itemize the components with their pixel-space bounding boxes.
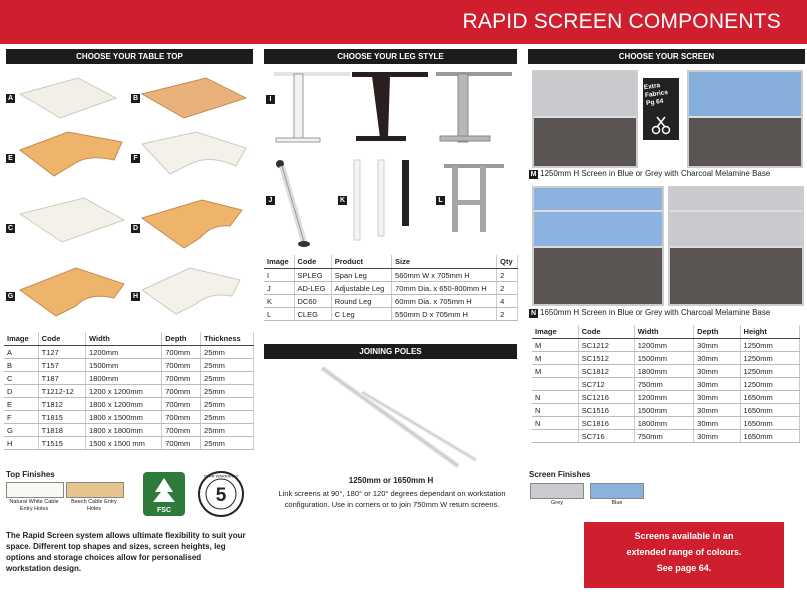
screens-table-cell: 30mm <box>694 378 740 391</box>
tabletop-table-cell: B <box>4 359 38 372</box>
tabletop-table-row <box>4 385 254 398</box>
leg-image-span-grey <box>434 68 514 148</box>
tabletop-table-row <box>4 437 254 450</box>
pole-size-text: 1250mm or 1650mm H <box>348 476 434 485</box>
screen-caption-n: 1650mm H Screen in Blue or Grey with Charcoal Melamine Base <box>540 308 771 317</box>
screens-column-header: Depth <box>694 325 740 339</box>
legs-table-row <box>264 282 518 295</box>
top-finishes-title: Top Finishes <box>6 470 55 479</box>
screens-table-cell: 750mm <box>634 378 693 391</box>
screens-table-cell: M <box>532 339 578 352</box>
header-bar <box>0 0 807 44</box>
screens-table-cell <box>532 430 578 443</box>
tabletop-image-e <box>18 128 128 178</box>
leg-image-c-leg <box>440 160 510 240</box>
screens-table-cell: 1250mm <box>740 365 799 378</box>
callout-line-3: See page 64. <box>656 563 712 573</box>
screens-table-cell: 1800mm <box>634 365 693 378</box>
legs-table <box>264 255 518 321</box>
warranty-badge-icon <box>197 470 245 518</box>
leg-image-i <box>272 68 352 148</box>
screens-table-cell: 30mm <box>694 404 740 417</box>
tabletop-table-cell: 25mm <box>201 359 254 372</box>
tabletop-image-g <box>18 262 128 317</box>
legs-column-header: Product <box>331 255 391 269</box>
screens-table-cell: SC712 <box>578 378 634 391</box>
legs-table-cell: L <box>264 308 294 321</box>
screen-finishes-title: Screen Finishes <box>529 470 591 479</box>
tabletop-table-row <box>4 359 254 372</box>
tabletop-table-cell: F <box>4 411 38 424</box>
legs-column-header: Qty <box>497 255 518 269</box>
tabletop-table-cell: T1818 <box>38 424 85 437</box>
legs-table-cell: K <box>264 295 294 308</box>
tabletop-letter: A <box>7 95 14 102</box>
tabletop-table-cell: T187 <box>38 372 85 385</box>
tabletop-table-cell: T1815 <box>38 411 85 424</box>
tabletop-table-cell: 25mm <box>201 411 254 424</box>
tabletop-table-cell: 1800mm <box>86 372 162 385</box>
tabletop-table-cell: 1800 x 1500mm <box>86 411 162 424</box>
screens-table-cell: N <box>532 391 578 404</box>
finish-label-beech: Beech Cable Entry Holes <box>71 499 117 512</box>
legs-table-cell: 2 <box>497 308 518 321</box>
warranty-text: YEAR WARRANTY <box>203 473 239 479</box>
tabletop-table-cell: 700mm <box>162 437 201 450</box>
screens-table-cell: 30mm <box>694 391 740 404</box>
screens-table-cell: 1250mm <box>740 378 799 391</box>
screen-swatch-grey <box>530 483 584 499</box>
screens-table-cell: SC1216 <box>578 391 634 404</box>
legs-table-cell: AD-LEG <box>294 282 331 295</box>
tabletop-table-cell: 700mm <box>162 424 201 437</box>
tabletop-table-cell: T1515 <box>38 437 85 450</box>
screens-table <box>532 325 800 443</box>
leg-letter: L <box>436 196 445 205</box>
tabletop-table-cell: C <box>4 372 38 385</box>
legs-table-row <box>264 269 518 282</box>
fsc-logo-icon <box>143 472 185 516</box>
legs-table-cell: 4 <box>497 295 518 308</box>
tabletop-table-row <box>4 398 254 411</box>
screen-1650-grey <box>668 186 804 306</box>
screens-table-cell: N <box>532 417 578 430</box>
callout-line-2: extended range of colours. <box>626 547 742 557</box>
finish-swatch-white <box>6 482 64 498</box>
screen-swatch-label-grey: Grey <box>551 500 563 506</box>
legs-table-cell: Adjustable Leg <box>331 282 391 295</box>
tabletop-table-cell: 25mm <box>201 385 254 398</box>
tabletop-table-cell: E <box>4 398 38 411</box>
leg-image-adjustable <box>272 158 332 248</box>
screens-table-cell: 750mm <box>634 430 693 443</box>
screens-table-cell: 1250mm <box>740 339 799 352</box>
tabletop-table-cell: 700mm <box>162 359 201 372</box>
screens-heading: CHOOSE YOUR SCREEN <box>528 49 805 64</box>
legs-table-cell: C Leg <box>331 308 391 321</box>
tabletop-image-d <box>140 196 250 251</box>
tabletop-table-cell: D <box>4 385 38 398</box>
tabletop-column-header: Depth <box>162 332 201 346</box>
tabletop-table-row <box>4 424 254 437</box>
tabletop-table-cell: 25mm <box>201 372 254 385</box>
warranty-number: 5 <box>215 485 227 506</box>
screens-table-cell: 1200mm <box>634 391 693 404</box>
tabletop-table-cell: 1800 x 1800mm <box>86 424 162 437</box>
tabletop-letter: E <box>6 154 15 163</box>
page-title: RAPID SCREEN COMPONENTS <box>462 10 781 33</box>
tabletop-table-row <box>4 372 254 385</box>
tabletop-letter: H <box>132 293 139 300</box>
screens-table-cell: SC1516 <box>578 404 634 417</box>
tabletop-letter: D <box>132 225 139 232</box>
screen-swatch-blue <box>590 483 644 499</box>
screens-table-cell: 1200mm <box>634 339 693 352</box>
leg-letter: J <box>266 196 275 205</box>
tabletop-table-cell: 1500mm <box>86 359 162 372</box>
tabletop-table-cell: 1500 x 1500 mm <box>86 437 162 450</box>
screens-table-cell: 1650mm <box>740 404 799 417</box>
finish-label-white: Natural White Cable Entry Holes <box>9 499 59 512</box>
legs-table-cell: 60mm Dia. x 705mm H <box>392 295 497 308</box>
legs-table-cell: Span Leg <box>331 269 391 282</box>
screens-table-cell: 1500mm <box>634 352 693 365</box>
legs-table-cell: 560mm W x 705mm H <box>392 269 497 282</box>
tabletop-letter: G <box>7 293 14 300</box>
joining-poles-heading: JOINING POLES <box>264 344 517 359</box>
tabletop-table-cell: 25mm <box>201 398 254 411</box>
scissors-icon <box>651 116 671 136</box>
callout-line-1: Screens available in an <box>634 531 734 541</box>
screens-table-row <box>532 365 800 378</box>
tabletop-table-cell: A <box>4 346 38 359</box>
legs-table-row <box>264 308 518 321</box>
tabletop-table-cell: 700mm <box>162 372 201 385</box>
tabletop-letter: B <box>132 95 139 102</box>
legs-table-cell: Round Leg <box>331 295 391 308</box>
tabletop-image-b <box>140 76 250 121</box>
tabletop-table-row <box>4 346 254 359</box>
tabletop-table-cell: T1812 <box>38 398 85 411</box>
screens-table-cell: 30mm <box>694 339 740 352</box>
tabletop-column-header: Width <box>86 332 162 346</box>
screen-swatch-label-blue: Blue <box>611 500 623 506</box>
screens-table-cell: 1800mm <box>634 417 693 430</box>
screens-table-cell: 1650mm <box>740 417 799 430</box>
tabletop-column-header: Thickness <box>201 332 254 346</box>
tabletop-table-cell: T157 <box>38 359 85 372</box>
screens-table-cell: 1500mm <box>634 404 693 417</box>
tabletop-table-cell: T1212-12 <box>38 385 85 398</box>
screens-table-cell: M <box>532 365 578 378</box>
tabletop-column-header: Code <box>38 332 85 346</box>
legs-table-cell: 2 <box>497 269 518 282</box>
screens-table-row <box>532 404 800 417</box>
legs-column-header: Image <box>264 255 294 269</box>
screens-table-cell: M <box>532 352 578 365</box>
screens-column-header: Image <box>532 325 578 339</box>
tabletop-letter: F <box>131 154 140 163</box>
screen-1250-grey <box>532 70 638 168</box>
screens-table-row <box>532 417 800 430</box>
tabletop-table-row <box>4 411 254 424</box>
tabletop-table-cell: 700mm <box>162 411 201 424</box>
screen-1250-blue <box>687 70 803 168</box>
legs-table-cell: 550mm D x 705mm H <box>392 308 497 321</box>
tabletop-letter: C <box>7 225 14 232</box>
tabletop-heading: CHOOSE YOUR TABLE TOP <box>6 49 253 64</box>
legs-table-cell: 2 <box>497 282 518 295</box>
legs-table-cell: CLEG <box>294 308 331 321</box>
leg-letter: K <box>339 197 346 204</box>
leg-letter: I <box>266 95 275 104</box>
screens-table-cell: N <box>532 404 578 417</box>
tabletop-table <box>4 332 254 450</box>
finish-swatch-beech <box>66 482 124 498</box>
tabletop-table-cell: 25mm <box>201 346 254 359</box>
screens-column-header: Width <box>634 325 693 339</box>
screens-table-cell: 1650mm <box>740 391 799 404</box>
extended-colours-callout <box>584 522 784 588</box>
screen-1650-blue <box>532 186 664 306</box>
tabletop-image-h <box>140 262 250 317</box>
screens-table-cell: SC716 <box>578 430 634 443</box>
description-text: The Rapid Screen system allows ultimate flexibility to suit your space. Different top shapes and sizes, screen heights, leg options and storage choices allow for personalised workstation design. <box>6 531 246 573</box>
fsc-text: FSC <box>157 507 171 514</box>
screen-caption-m: 1250mm H Screen in Blue or Grey with Charcoal Melamine Base <box>540 169 771 178</box>
tabletop-table-cell: 700mm <box>162 398 201 411</box>
screens-table-cell: 1650mm <box>740 430 799 443</box>
pole-description: Link screens at 90°, 180° or 120° degrees dependant on workstation configuration. Use in corners or to join 750mm W return screens. <box>278 489 506 509</box>
legs-table-cell: 70mm Dia. x 650-800mm H <box>392 282 497 295</box>
tabletop-table-cell: G <box>4 424 38 437</box>
extra-fabrics-text: Extra Fabrics Pg 64 <box>643 82 669 108</box>
screens-column-header: Code <box>578 325 634 339</box>
joining-poles-image <box>300 362 480 472</box>
legs-column-header: Size <box>392 255 497 269</box>
legs-table-cell: J <box>264 282 294 295</box>
tabletop-table-cell: H <box>4 437 38 450</box>
legs-column-header: Code <box>294 255 331 269</box>
tabletop-table-cell: 700mm <box>162 385 201 398</box>
tabletop-image-a <box>18 76 118 121</box>
screens-table-cell: SC1816 <box>578 417 634 430</box>
screens-table-cell: 30mm <box>694 352 740 365</box>
screens-table-cell: SC1212 <box>578 339 634 352</box>
screens-table-row <box>532 391 800 404</box>
legs-table-cell: SPLEG <box>294 269 331 282</box>
leg-image-round <box>346 158 426 248</box>
tabletop-table-cell: 1200mm <box>86 346 162 359</box>
legs-table-cell: DC60 <box>294 295 331 308</box>
tabletop-table-cell: T127 <box>38 346 85 359</box>
screens-table-cell: 1250mm <box>740 352 799 365</box>
screens-table-cell: SC1512 <box>578 352 634 365</box>
screens-table-cell: SC1812 <box>578 365 634 378</box>
tabletop-table-cell: 1200 x 1200mm <box>86 385 162 398</box>
screens-table-row <box>532 430 800 443</box>
tabletop-image-f <box>140 128 250 178</box>
legs-table-row <box>264 295 518 308</box>
screen-letter-n: N <box>530 310 537 317</box>
screens-table-cell: 30mm <box>694 430 740 443</box>
screens-table-cell: 30mm <box>694 417 740 430</box>
screens-table-row <box>532 352 800 365</box>
tabletop-image-c <box>18 196 128 246</box>
tabletop-table-cell: 1800 x 1200mm <box>86 398 162 411</box>
extra-fabrics-badge <box>643 78 679 140</box>
screens-table-cell <box>532 378 578 391</box>
screens-table-cell: 30mm <box>694 365 740 378</box>
legs-table-cell: I <box>264 269 294 282</box>
tabletop-column-header: Image <box>4 332 38 346</box>
leg-image-j-span-dark <box>350 68 430 148</box>
screens-column-header: Height <box>740 325 799 339</box>
tabletop-table-cell: 25mm <box>201 424 254 437</box>
screen-letter-m: M <box>530 171 537 178</box>
tabletop-table-cell: 700mm <box>162 346 201 359</box>
screens-table-row <box>532 339 800 352</box>
screens-table-row <box>532 378 800 391</box>
legs-heading: CHOOSE YOUR LEG STYLE <box>264 49 517 64</box>
tabletop-table-cell: 25mm <box>201 437 254 450</box>
